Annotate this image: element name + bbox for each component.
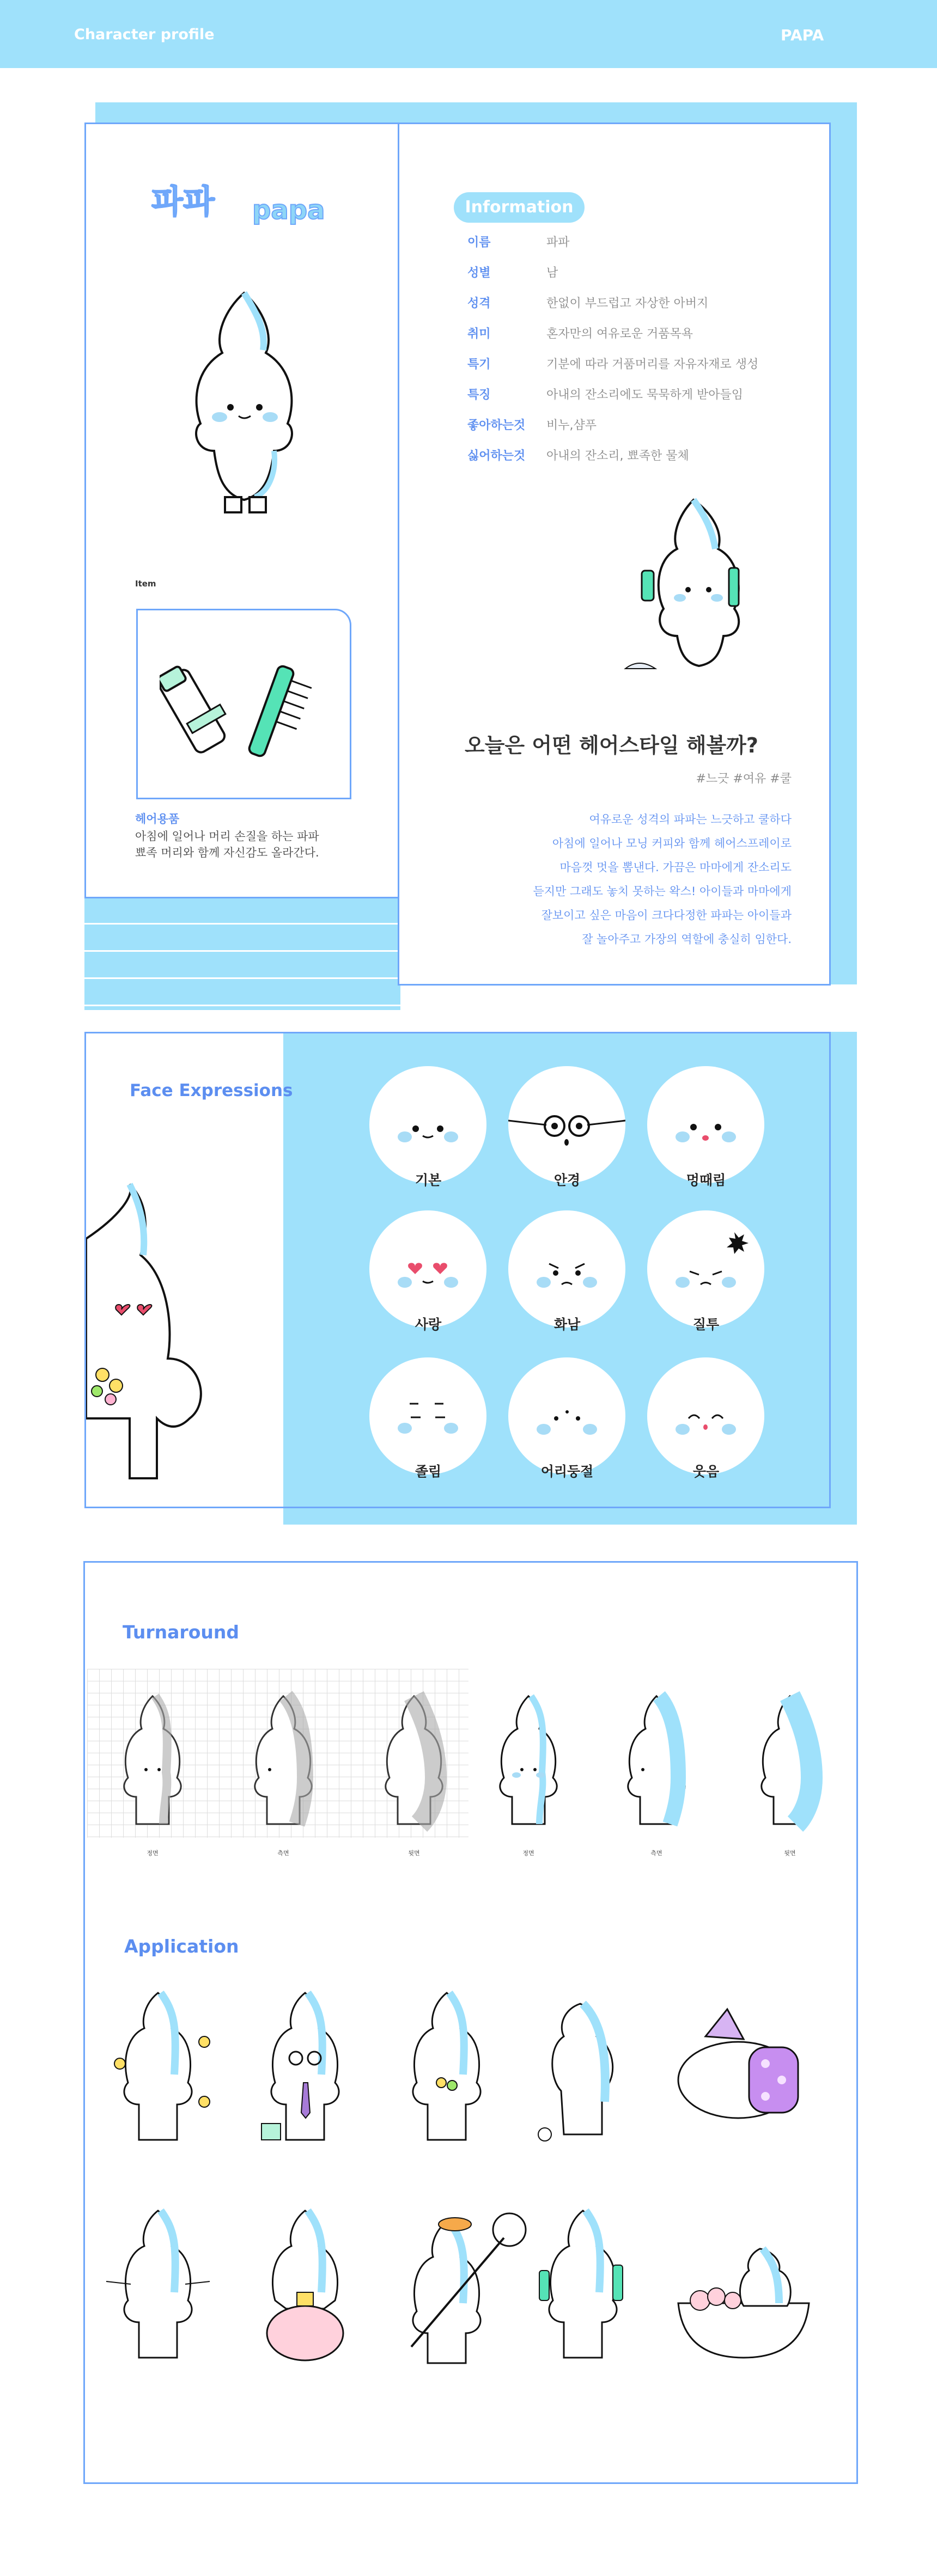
info-table: [467, 233, 794, 477]
stripes-bg: [84, 898, 400, 1010]
profile-card: [84, 123, 400, 898]
face-confused-icon: [508, 1357, 625, 1474]
application-illustrations: [90, 1982, 853, 2418]
turnaround-label: 정면: [522, 1850, 534, 1857]
face-label: 화남: [553, 1317, 581, 1332]
face-angry-icon: [508, 1210, 625, 1327]
header-bar: [0, 0, 937, 68]
header-right-title: PAPA: [781, 26, 824, 44]
turnaround-label: 정면: [147, 1850, 159, 1857]
item-label: Item: [135, 579, 156, 589]
face-daze-icon: [647, 1066, 764, 1183]
app-papa-bouquet: [413, 1993, 480, 2140]
color-front: [500, 1696, 557, 1824]
info-description: 여유로운 성격의 파파는 느긋하고 쿨하다 아침에 일어나 모닝 커피와 함께 헤어스프레이로 마음껏 멋을 뽐낸다. 가끔은 마마에게 잔소리도 듣지만 그래도 놓치 못하는 왁스! 아이들과 마마에게 잘보이고 싶은 마음이 크다다정한 파파는 아이들과 잘 놀아주고 가장의 역할에 충실히 임한다.: [533, 813, 792, 946]
heart-eyes-icon: [369, 1210, 486, 1327]
info-row: 특기 기분에 따라 거품머리를 자유자재로 생성: [467, 358, 759, 371]
item-desc-2: 뾰족 머리와 함께 자신감도 올라간다.: [135, 846, 319, 859]
profile-title-en: papa: [252, 195, 325, 225]
face-sleepy-icon: [369, 1357, 486, 1474]
info-headline: 오늘은 어떤 헤어스타일 해볼까?: [465, 733, 758, 757]
info-tags: #느긋 #여유 #쿨: [696, 772, 792, 786]
face-jealous-icon: [647, 1210, 764, 1327]
info-row: 취미 혼자만의 여유로운 거품목욕: [467, 327, 693, 341]
app-papa-cat: [106, 2211, 210, 2358]
face-label: 졸림: [415, 1464, 442, 1479]
info-row: 특징 아내의 잔소리에도 묵묵하게 받아들임: [467, 388, 744, 402]
face-laugh-icon: [647, 1357, 764, 1474]
app-papa-chick: [538, 2004, 613, 2141]
item-caption: 헤어용품: [135, 812, 180, 825]
face-label: 멍때림: [686, 1172, 726, 1188]
face-label: 기본: [415, 1172, 442, 1188]
header-left-title: Character profile: [74, 26, 215, 43]
face-label: 어리둥절: [540, 1464, 594, 1479]
turnaround-label: 뒷면: [784, 1850, 796, 1857]
face-basic-icon: [369, 1066, 486, 1183]
hair-spray-and-comb-icon: [160, 654, 328, 763]
turnaround-label: 측면: [277, 1850, 289, 1857]
info-badge: Information: [454, 192, 585, 223]
info-card: [398, 123, 831, 986]
face-label: 사랑: [415, 1317, 442, 1332]
stripe-3: [84, 977, 400, 979]
app-papa-sleeping: [678, 2009, 798, 2118]
app-papa-glasses-tie: [261, 1993, 339, 2140]
papa-styling-hair-illustration: [617, 489, 781, 674]
item-desc-1: 아침에 일어나 머리 손질을 하는 파파: [135, 830, 319, 843]
sketch-front: [124, 1696, 181, 1824]
papa-holding-flowers-illustration: [86, 1173, 250, 1507]
face-label: 질투: [692, 1317, 720, 1332]
sketch-back: [386, 1696, 442, 1824]
info-row: 이름 파파: [467, 236, 570, 249]
turnaround-figures: [87, 1691, 861, 1870]
color-side: [628, 1696, 685, 1824]
info-row: 성별 남: [467, 266, 558, 280]
profile-title-ko: 파파: [151, 183, 215, 221]
glasses-icon: [508, 1066, 625, 1183]
stripe-2: [84, 950, 400, 952]
turnaround-label: 뒷면: [408, 1850, 420, 1857]
face-label: 웃음: [692, 1464, 720, 1479]
application-title: Application: [124, 1936, 239, 1957]
app-papa-comb: [539, 2211, 623, 2358]
stripe-1: [84, 923, 400, 925]
color-back: [762, 1696, 818, 1824]
face-label: 안경: [553, 1172, 581, 1188]
app-papa-ball: [267, 2211, 343, 2360]
app-papa-net: [411, 2213, 526, 2363]
app-papa-flowers: [114, 1993, 210, 2140]
info-row: 성격 한없이 부드럽고 자상한 아버지: [467, 297, 709, 310]
info-row: 싫어하는것 아내의 잔소리, 뾰족한 물체: [467, 449, 689, 463]
app-papa-bathtub: [678, 2249, 809, 2358]
papa-main-illustration: [162, 277, 326, 527]
faces-title: Face Expressions: [130, 1081, 293, 1100]
stripe-4: [84, 1005, 400, 1006]
item-box: [136, 609, 351, 799]
sketch-side: [255, 1696, 312, 1824]
turnaround-label: 측면: [650, 1850, 662, 1857]
turnaround-title: Turnaround: [123, 1622, 239, 1643]
info-row: 좋아하는것 비누,샴푸: [467, 419, 597, 432]
